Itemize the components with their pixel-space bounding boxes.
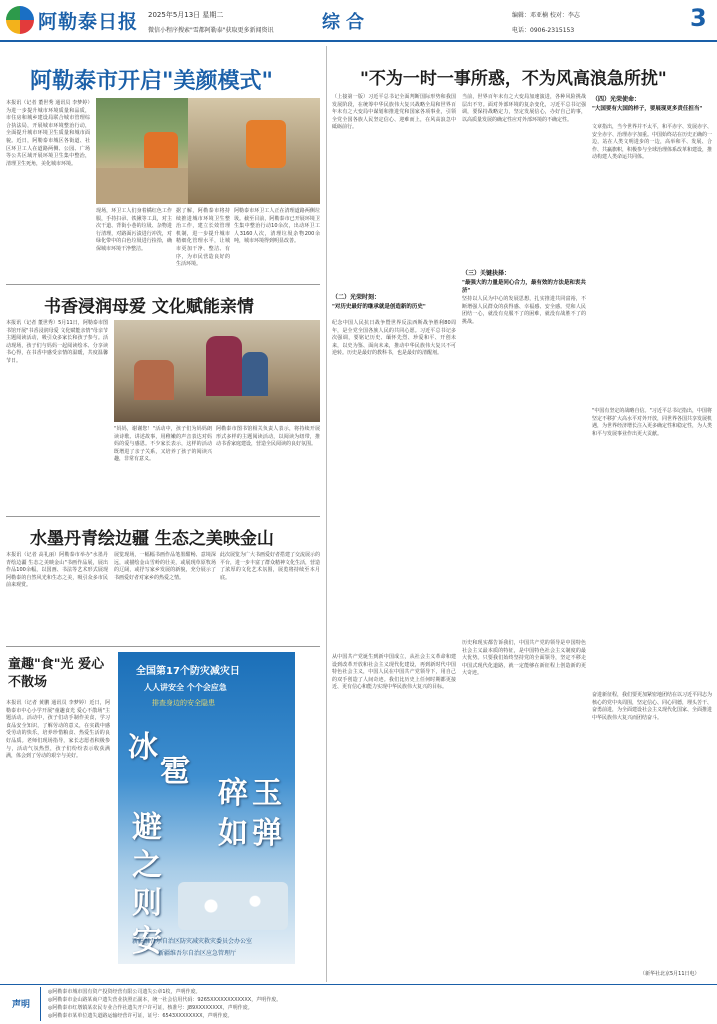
- footer-label: 声明: [12, 1000, 31, 1010]
- section-title: 综合: [322, 12, 370, 33]
- article5-body-1: 纪念中国人民抗日战争暨世界反法西斯战争胜利80周年，是全党全国各族人民的共同心愿。习近平总书记多次强调，要铭记历史、缅怀先烈、珍爱和平、开创未来，以史为鉴、面向未来，推动中华民族伟大复兴不可逆转。历史是最好的教科书，也是最好的清醒剂。: [332, 320, 456, 357]
- footer-notice: ◎阿勒泰市城市国有资产投资经营有限公司遗失公章1枚，声明作废。: [48, 989, 201, 995]
- poster-char: 碎: [218, 776, 248, 811]
- article5-body-5: 历史和现实都告诉我们，中国共产党的领导是中国特色社会主义最本质的特征，是中国特色社会主义制度的最大优势。只要我们始终坚持党的全面领导，坚定不移走中国式现代化道路，就一定能够在新征程上创造新的更大奇迹。: [462, 640, 586, 677]
- page-number: 3: [690, 4, 707, 32]
- poster-char: 雹: [160, 754, 190, 789]
- wechat-hint: 微信小程序搜索"雪都阿勒泰"获取更多新闻资讯: [148, 27, 274, 34]
- article4-text: 本报讯（记者 黄鹏 通讯员 李梦婷）近日，阿勒泰市中心小学开展"童趣食光 爱心不散场"主题活动。活动中，孩子们动手制作美食，学习食品安全知识，了解劳动的意义，在实践中感受劳动的快乐，培养珍惜粮食、热爱生活的良好品质。老师们现场指导，家长志愿者积极参与，活动气氛热烈，孩子们纷纷表示收获满满，体会到了劳动的艰辛与美好。: [6, 700, 110, 760]
- worker-figure: [246, 120, 286, 168]
- poster-slogan: 人人讲安全 个个会应急: [144, 683, 227, 692]
- poster-issuer: 新疆维吾尔自治区防灾减灾救灾委员会办公室: [132, 938, 253, 945]
- article1-col2: 现场，环卫工人们身着橘红色工作服，手持扫帚、铁锹等工具，对主次干道、背街小巷的垃圾、杂物进行清理，对路面污渍进行冲洗，对绿化带中的白色垃圾进行捡拾，确保城市环境干净整洁。: [96, 208, 172, 252]
- article3-headline: 水墨丹青绘边疆 生态之美映金山: [30, 529, 274, 549]
- article5-headline: "不为一时一事所惑，不为风高浪急所扰": [360, 69, 667, 89]
- masthead: [0, 0, 717, 40]
- article1-col4: 阿勒泰市环卫工人正在清理道路两侧垃圾。截至目前，阿勒泰市已开展环境卫生集中整治行动10余次，出动环卫工人3160人次，清理垃圾杂物200余吨，城市环境得到明显改善。: [234, 208, 320, 245]
- poster-char: 之: [132, 848, 162, 883]
- editor-credit: 编辑：邓亚楠 校对：李志: [512, 12, 580, 19]
- poster-char: 则: [132, 886, 162, 921]
- divider: [6, 516, 320, 517]
- footer-notice: ◎阿勒泰市金山路某商户遗失营业执照正副本，统一社会信用代码：9265XXXXXXXXXXXX，声明作废。: [48, 997, 282, 1003]
- article5-body-2: 从中国共产党诞生到新中国成立，从社会主义革命和建设到改革开放和社会主义现代化建设，再到新时代中国特色社会主义，中国人民在中国共产党领导下，用自己的双手创造了人间奇迹。我们比历史上任何时期都更接近、更有信心和能力实现中华民族伟大复兴的目标。: [332, 654, 456, 691]
- divider: [6, 646, 320, 647]
- article2-headline: 书香浸润母爱 文化赋能亲情: [44, 297, 254, 317]
- mother-figure: [206, 336, 242, 396]
- article2-col2: "妈妈，谢谢您！"活动中，孩子们为妈妈朗读诗歌、讲述故事，用稚嫩的声音表达对妈妈的爱与感恩。不少家长表示，这样的活动既增进了亲子关系，又培养了孩子的阅读兴趣，非常有意义。: [114, 426, 212, 463]
- article5-body-3: 当前，世界百年未有之大变局加速演进，各种风险挑战层出不穷。面对外部环境的复杂变化，习近平总书记强调，要保持战略定力，坚定发展信心，办好自己的事，以高质量发展的确定性应对外部环境的不确定性。: [462, 94, 586, 123]
- poster-char: 冰: [128, 730, 158, 765]
- article2-col3: 阿勒泰市图书馆相关负责人表示，将持续开展形式多样的主题阅读活动，以阅读为纽带，推动书香家庭建设，营造全民阅读的良好氛围。: [216, 426, 320, 448]
- masthead-rule: [0, 40, 717, 42]
- reading-activity-photo: [114, 320, 320, 422]
- poster-char: 如: [218, 816, 248, 851]
- phone-number: 电话：0906-2315153: [512, 27, 575, 34]
- poster-char: 弹: [252, 816, 282, 851]
- article5-body-7: "中国有坚定的战略自信。"习近平总书记指出，中国将坚定不移扩大高水平对外开放，同世界各国共享发展机遇，为世界经济增长注入更多确定性和稳定性，为人类和平与发展事业作出更大贡献。: [592, 408, 713, 437]
- article5-subhead-3: （四）光荣使命：: [592, 96, 641, 103]
- issue-date: 2025年5月13日 星期二: [148, 11, 224, 19]
- article1-col3: 据了解，阿勒泰市将持续推进城市环境卫生整治工作，建立长效管理机制，进一步提升城市精细化管理水平，让城市更加干净、整洁、有序，为市民营造良好的生活环境。: [176, 208, 230, 268]
- article5-subhead-1: （二）光荣时刻：: [332, 294, 381, 301]
- article5-body-8: 奋进新征程，我们要更加紧密地团结在以习近平同志为核心的党中央周围，坚定信心、同心同德，埋头苦干、奋勇前进，为全面建设社会主义现代化国家、全面推进中华民族伟大复兴而团结奋斗。: [592, 692, 713, 721]
- article5-source: （新华社北京5月11日电）: [640, 971, 700, 977]
- column-separator: [326, 46, 327, 982]
- worker-figure: [144, 132, 178, 172]
- poster-title: 全国第17个防灾减灾日: [136, 666, 240, 677]
- article4-headline: 童趣"食"光 爱心不散场: [8, 657, 105, 690]
- article3-col2: 展览现场，一幅幅书画作品笔墨酣畅、意境深远，或描绘金山雪岭的壮美，或展现草原牧场的辽阔，或抒写家乡发展的新貌，充分展示了书画爱好者对家乡的热爱之情。: [114, 552, 216, 581]
- article5-subhead-3b: "大国要有大国的样子，要展现更多责任担当": [592, 106, 703, 112]
- article5-subhead-1b: "对历史最好的继承就是创造新的历史": [332, 304, 426, 310]
- paper-name: 阿勒泰日报: [38, 11, 139, 33]
- poster-char: 玉: [252, 776, 282, 811]
- divider: [6, 284, 320, 285]
- article5-body-6: 文章指出，当今世界并不太平，和平赤字、发展赤字、安全赤字、治理赤字加重。中国始终站在历史正确的一边，站在人类文明进步的一边，高举和平、发展、合作、共赢旗帜，积极参与全球治理体系改革和建设，推动构建人类命运共同体。: [592, 124, 713, 161]
- article5-subhead-2b: "最强大的力量是同心合力，最有效的方法是和衷共济": [462, 280, 586, 294]
- article1-headline: 阿勒泰市开启"美颜模式": [30, 68, 273, 94]
- poster-issuer-2: 新疆维吾尔自治区应急管理厅: [158, 950, 237, 957]
- article2-col1: 本报讯（记者 董世秀）5月11日，阿勒泰市图书馆开展"书香浸润母爱 文化赋能亲情"母亲节主题阅读活动，吸引众多家长和孩子参与。活动现场，孩子们与妈妈一起阅读绘本、分享读书心得，在书香中感受亲情的温暖，共度温馨节日。: [6, 320, 108, 364]
- article1-col1: 本报讯（记者 董世秀 通讯员 李梦婷）为进一步提升城市环境质量和品质，市住房和城乡建设局联合城市管理综合执法局，开展城市环境整治行动，全面提升城市环境卫生质量和城市面貌。近日，阿勒泰市城区各街道、社区环卫工人在道路两侧、公园、广场等公共区域开展环境卫生集中整治，清理卫生死角，美化城市环境。: [6, 100, 90, 167]
- article3-col3: 此次展览为广大书画爱好者搭建了交流展示的平台，进一步丰富了群众精神文化生活，营造了浓厚的文化艺术氛围，展览将持续至本月底。: [220, 552, 321, 581]
- cleanup-photo: [188, 98, 320, 204]
- poster-slogan-secondary: 排查身边的安全隐患: [152, 699, 215, 707]
- footer-notice: ◎阿勒泰市某单位遗失道路运输经营许可证，证号：6543XXXXXXXX，声明作废。: [48, 1013, 233, 1019]
- newspaper-logo-icon: [6, 6, 34, 34]
- poster-char: 安: [132, 924, 162, 959]
- footer-notice: ◎阿勒泰市红墩镇某农民专业合作社遗失开户许可证，核准号：J89XXXXXXXX，声明作废。: [48, 1005, 253, 1011]
- disaster-prevention-poster: [118, 652, 295, 964]
- announcement-footer: [0, 984, 717, 1024]
- article5-body-4: 坚持以人民为中心的发展思想，扎实推进共同富裕，不断增强人民群众的获得感、幸福感、安全感。党和人民团结一心，就没有克服不了的困难，就没有战胜不了的挑战。: [462, 296, 586, 325]
- article5-intro: （上接第一版）习近平总书记全面判断国际形势和我国发展阶段，在统筹中华民族伟大复兴战略全局和世界百年未有之大变局中谋划和推进党和国家各项事业，引领全党全国各族人民坚定信心、迎难而上，在风高浪急中砥砺前行。: [332, 94, 456, 131]
- child-figure: [242, 352, 268, 396]
- poster-char: 避: [132, 810, 162, 845]
- audience-figure: [134, 360, 174, 400]
- hailstones-icon: [178, 882, 288, 930]
- article3-col1: 本报讯（记者 高礼丽）阿勒泰市举办"水墨丹青绘边疆 生态之美映金山"书画作品展，展出作品100余幅，以国画、书法等艺术形式展现阿勒泰的自然风光和生态之美，吸引众多市民前来观赏。: [6, 552, 108, 589]
- article5-subhead-2: （三）关键抉择：: [462, 270, 511, 277]
- footer-divider: [40, 987, 41, 1021]
